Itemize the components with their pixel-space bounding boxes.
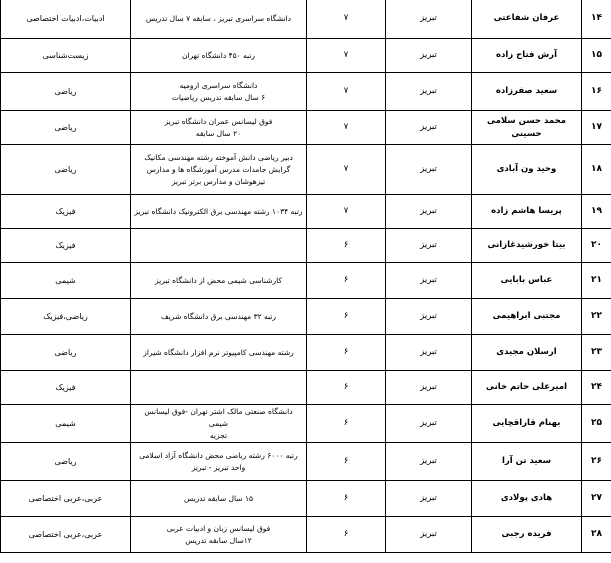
teacher-grade: ۶ — [307, 263, 386, 299]
teacher-city: تبریز — [386, 263, 472, 299]
teacher-subject: شیمی — [1, 405, 131, 443]
teacher-description — [131, 229, 307, 263]
teacher-subject: ریاضی — [1, 335, 131, 371]
teacher-grade: ۶ — [307, 229, 386, 263]
description-line: ۱۵ سال سابقه تدریس — [184, 493, 253, 503]
teacher-name: سعید صفرزاده — [472, 73, 582, 111]
teacher-subject: فیزیک — [1, 371, 131, 405]
row-number: ۲۳ — [582, 335, 611, 371]
teacher-grade: ۷ — [307, 0, 386, 39]
description-line: ۲۰ سال سابقه — [195, 128, 242, 138]
teacher-grade: ۶ — [307, 481, 386, 517]
row-number: ۱۶ — [582, 73, 611, 111]
table-row — [1, 405, 611, 443]
table-row — [1, 39, 611, 73]
table-row — [1, 229, 611, 263]
teacher-subject: ادبیات،ادبیات اختصاصی — [1, 0, 131, 39]
table-row — [1, 517, 611, 553]
teacher-subject: ریاضی،فیزیک — [1, 299, 131, 335]
teacher-description — [131, 263, 307, 299]
description-line: ۶ سال سابقه تدریس ریاضیات — [171, 92, 266, 102]
teacher-subject: شیمی — [1, 263, 131, 299]
teacher-description — [131, 443, 307, 481]
row-number: ۲۱ — [582, 263, 611, 299]
teacher-city: تبریز — [386, 145, 472, 195]
teacher-description — [131, 299, 307, 335]
row-number: ۱۹ — [582, 195, 611, 229]
table-row — [1, 195, 611, 229]
teacher-description — [131, 111, 307, 145]
description-line: واحد تبریز - تبریز — [191, 462, 246, 472]
teacher-name: هادی پولادی — [472, 481, 582, 517]
teacher-name: عرفان شفاعتی — [472, 0, 582, 39]
teacher-grade: ۷ — [307, 145, 386, 195]
teacher-description — [131, 371, 307, 405]
table-body — [1, 0, 611, 553]
description-line: فوق لیسانس عمران دانشگاه تبریز — [164, 116, 273, 126]
teacher-subject: عربی،عربی اختصاصی — [1, 517, 131, 553]
table-row — [1, 299, 611, 335]
row-number: ۱۷ — [582, 111, 611, 145]
row-number: ۲۲ — [582, 299, 611, 335]
teacher-name: امیرعلی حاتم خانی — [472, 371, 582, 405]
row-number: ۲۰ — [582, 229, 611, 263]
teacher-subject: ریاضی — [1, 73, 131, 111]
description-line: ۱۲سال سابقه تدریس — [185, 535, 252, 545]
table-row — [1, 111, 611, 145]
row-number: ۲۸ — [582, 517, 611, 553]
description-line: رتبه ۶۰۰۰ رشته ریاضی محض دانشگاه آزاد اسلامی — [139, 450, 298, 460]
teacher-city: تبریز — [386, 481, 472, 517]
teacher-subject: فیزیک — [1, 229, 131, 263]
teacher-subject: ریاضی — [1, 145, 131, 195]
description-line: دانشگاه سراسری تبریز ، سابقه ۷ سال تدریس — [145, 13, 291, 23]
teacher-city: تبریز — [386, 195, 472, 229]
description-line: فوق لیسانس زبان و ادبیات عربی — [166, 523, 271, 533]
teacher-city: تبریز — [386, 229, 472, 263]
table-row — [1, 145, 611, 195]
row-number: ۱۸ — [582, 145, 611, 195]
teacher-description — [131, 335, 307, 371]
table-row — [1, 371, 611, 405]
teacher-name: عباس بابایی — [472, 263, 582, 299]
description-line: رتبه ۴۵۰ دانشگاه تهران — [181, 50, 256, 60]
table-row — [1, 73, 611, 111]
teacher-description — [131, 0, 307, 39]
description-line: کارشناسی شیمی محض از دانشگاه تبریز — [155, 275, 282, 285]
teacher-grade: ۶ — [307, 299, 386, 335]
teacher-grade: ۶ — [307, 371, 386, 405]
description-line: گرایش جامدات مدرس آموزشگاه ها و مدارس — [146, 164, 291, 174]
teacher-grade: ۷ — [307, 195, 386, 229]
description-line: رتبه ۱۰۳۴ رشته مهندسی برق الکترونیک دانشگاه تبریز — [134, 206, 303, 216]
table-row — [1, 0, 611, 39]
teacher-city: تبریز — [386, 371, 472, 405]
description-line: تجزیه — [209, 430, 228, 440]
teacher-grade: ۶ — [307, 517, 386, 553]
teacher-grade: ۷ — [307, 111, 386, 145]
teacher-description — [131, 145, 307, 195]
teacher-subject: ریاضی — [1, 443, 131, 481]
teacher-description — [131, 405, 307, 443]
table-row — [1, 481, 611, 517]
teacher-city: تبریز — [386, 299, 472, 335]
teacher-city: تبریز — [386, 39, 472, 73]
teacher-description — [131, 73, 307, 111]
teacher-grade: ۷ — [307, 39, 386, 73]
teacher-city: تبریز — [386, 73, 472, 111]
teacher-subject: عربی،عربی اختصاصی — [1, 481, 131, 517]
teacher-description — [131, 39, 307, 73]
description-line: رتبه ۳۲ مهندسی برق دانشگاه شریف — [160, 311, 277, 321]
teacher-name: وحید ون آبادی — [472, 145, 582, 195]
teacher-city: تبریز — [386, 517, 472, 553]
teacher-city: تبریز — [386, 405, 472, 443]
teacher-name: ارسلان مجیدی — [472, 335, 582, 371]
table-row — [1, 443, 611, 481]
description-line: رشته مهندسی کامپیوتر نرم افزار دانشگاه شیراز — [143, 347, 294, 357]
teacher-description — [131, 517, 307, 553]
table-row — [1, 263, 611, 299]
teacher-description — [131, 195, 307, 229]
description-line: دبیر ریاضی دانش آموخته رشته مهندسی مکانیک — [144, 152, 293, 162]
row-number: ۲۴ — [582, 371, 611, 405]
teacher-name: پریسا هاشم زاده — [472, 195, 582, 229]
teacher-city: تبریز — [386, 335, 472, 371]
row-number: ۱۵ — [582, 39, 611, 73]
teacher-name: بیتا خورشیدغازانی — [472, 229, 582, 263]
teacher-name: مجتبی ابراهیمی — [472, 299, 582, 335]
teacher-subject: ریاضی — [1, 111, 131, 145]
table-row — [1, 335, 611, 371]
teacher-name: فریده رجبی — [472, 517, 582, 553]
teacher-grade: ۷ — [307, 73, 386, 111]
teacher-description — [131, 481, 307, 517]
teacher-city: تبریز — [386, 0, 472, 39]
row-number: ۲۶ — [582, 443, 611, 481]
teacher-grade: ۶ — [307, 405, 386, 443]
teacher-subject: زیست‌شناسی — [1, 39, 131, 73]
teacher-name: بهنام قاراقچایی — [472, 405, 582, 443]
teacher-grade: ۶ — [307, 335, 386, 371]
teacher-name: آرش فتاح زاده — [472, 39, 582, 73]
teacher-name: سعید تن آرا — [472, 443, 582, 481]
teacher-city: تبریز — [386, 111, 472, 145]
row-number: ۲۷ — [582, 481, 611, 517]
row-number: ۱۴ — [582, 0, 611, 39]
teacher-name: محمد حسن سلامی حسینی — [472, 111, 582, 145]
teacher-city: تبریز — [386, 443, 472, 481]
description-line: دانشگاه سراسری ارومیه — [179, 80, 258, 90]
description-line: دانشگاه صنعتی مالک اشتر تهران -فوق لیسانس شیمی — [144, 406, 293, 428]
teacher-subject: فیزیک — [1, 195, 131, 229]
description-line: تیزهوشان و مدارس برتر تبریز — [171, 176, 266, 186]
teacher-grade: ۶ — [307, 443, 386, 481]
row-number: ۲۵ — [582, 405, 611, 443]
